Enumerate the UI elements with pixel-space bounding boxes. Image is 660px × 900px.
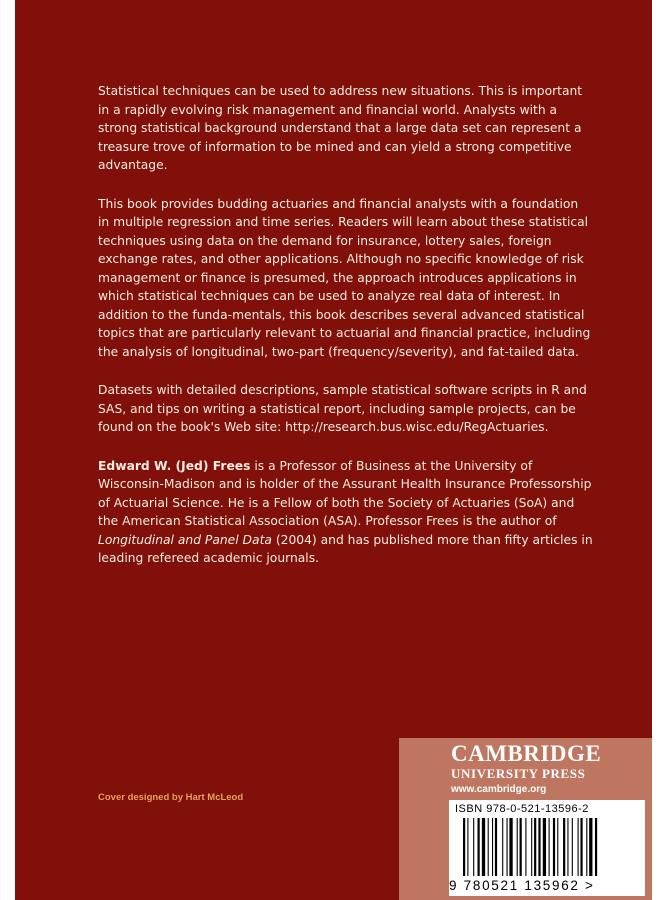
barcode-bar	[595, 818, 597, 876]
author-book-title: Longitudinal and Panel Data	[98, 532, 272, 547]
barcode-bars	[463, 818, 633, 876]
blurb-text	[98, 82, 593, 588]
publisher-name-line1: CAMBRIDGE	[451, 741, 602, 766]
barcode-bar	[488, 818, 489, 876]
barcode-bar	[589, 818, 592, 876]
barcode-bar	[553, 818, 555, 876]
barcode-bar	[557, 818, 558, 876]
barcode-bar	[543, 818, 546, 876]
barcode-bar	[567, 818, 568, 876]
barcode-bar	[478, 818, 480, 876]
paragraph-intro: Statistical techniques can be used to address new situations. This is important in a rapidly evolving risk management and financial world. Analysts with a strong statistical background understand that a large data set can represent a treasure trove of information to be mined and can yield a strong competitive advantage.	[98, 84, 583, 172]
barcode-bar	[473, 818, 474, 876]
barcode-bar	[520, 818, 522, 876]
barcode-digits: 9 780521 135962 >	[449, 878, 595, 893]
barcode-bar	[580, 818, 582, 876]
barcode-bar	[525, 818, 526, 876]
publisher-logo	[451, 741, 641, 781]
isbn-text: ISBN 978-0-521-13596-2	[455, 803, 589, 815]
barcode-bar	[549, 818, 550, 876]
barcode-bar	[578, 818, 579, 876]
author-bio-part1: is a Professor of Business at the University of Wisconsin-Madison and is holder of the Assurant Health Insurance Professorship of Actuarial Science. He is a Fellow of both the Society of Actuaries (SoA) and the American Statistical Association (ASA). Professor Frees is the author of	[98, 458, 592, 528]
author-name: Edward W. (Jed) Frees	[98, 458, 251, 473]
barcode-bar	[507, 818, 508, 876]
publisher-panel	[399, 738, 652, 900]
barcode-bar	[586, 818, 587, 876]
barcode-bar	[502, 818, 503, 876]
barcode-bar	[572, 818, 573, 876]
barcode-bar	[482, 818, 485, 876]
cover-credit: Cover designed by Hart McLeod	[98, 792, 244, 803]
author-bio-part2: (2004) and has published more than fifty articles in leading refereed academic journals.	[98, 532, 593, 565]
barcode-bar	[531, 818, 532, 876]
barcode-bar	[495, 818, 497, 876]
barcode-bar	[492, 818, 493, 876]
barcode-bar	[467, 818, 468, 876]
barcode-bar	[534, 818, 536, 876]
barcode	[449, 800, 645, 896]
paragraph-datasets: Datasets with detailed descriptions, sample statistical software scripts in R and SAS, and tips on writing a statistical report, including sample projects, can be found on the book's Web site: http://research.bus.wisc.edu/RegActuaries.	[98, 383, 587, 434]
publisher-url: www.cambridge.org	[451, 784, 547, 795]
publisher-name-line2: UNIVERSITY PRESS	[451, 766, 586, 781]
barcode-bar	[463, 818, 465, 876]
author-bio	[98, 457, 593, 568]
barcode-bar	[538, 818, 540, 876]
barcode-bar	[517, 818, 518, 876]
barcode-bar	[509, 818, 512, 876]
barcode-bar	[563, 818, 565, 876]
paragraph-description: This book provides budding actuaries and financial analysts with a foundation in multiple regression and time series. Readers will learn about these statistical techniques using data on the demand for insurance, lottery sales, foreign exchange rates, and other applications. Although no specific knowledge of risk management or finance is presumed, the approach introduces applications in which statistical techniques can be used to analyze real data of interest. In addition to the funda-mentals, this book describes several advanced statistical topics that are particularly relevant to actuarial and financial practice, including the analysis of longitudinal, two-part (frequency/severity), and fat-tailed data.	[98, 196, 591, 359]
